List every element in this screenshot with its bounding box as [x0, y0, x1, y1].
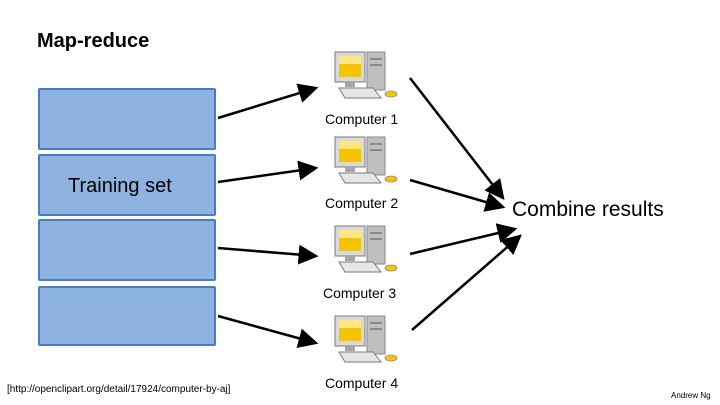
- computer-3-label: Computer 3: [323, 285, 397, 301]
- training-set-label: Training set: [68, 175, 172, 197]
- combine-results-label: Combine results: [512, 198, 664, 221]
- computer-4-label: Computer 4: [325, 375, 399, 391]
- computer-4-icon: [333, 312, 405, 370]
- computer-3-icon: [333, 222, 405, 280]
- slide-title: Map-reduce: [37, 30, 150, 52]
- computer-1-label: Computer 1: [325, 111, 399, 127]
- arrow-from-computer-1: [410, 78, 503, 198]
- arrow-to-computer-3: [218, 248, 316, 256]
- computer-1-icon: [333, 48, 405, 106]
- source-credit: [http://openclipart.org/detail/17924/computer-by-aj]: [7, 384, 231, 395]
- computer-2-label: Computer 2: [325, 195, 399, 211]
- author-credit: Andrew Ng: [671, 391, 711, 400]
- arrow-from-computer-2: [410, 180, 503, 207]
- arrow-to-computer-4: [218, 316, 316, 343]
- arrow-from-computer-3: [410, 229, 515, 254]
- arrow-to-computer-1: [218, 88, 316, 118]
- arrow-to-computer-2: [218, 168, 316, 182]
- computer-2-icon: [333, 133, 405, 191]
